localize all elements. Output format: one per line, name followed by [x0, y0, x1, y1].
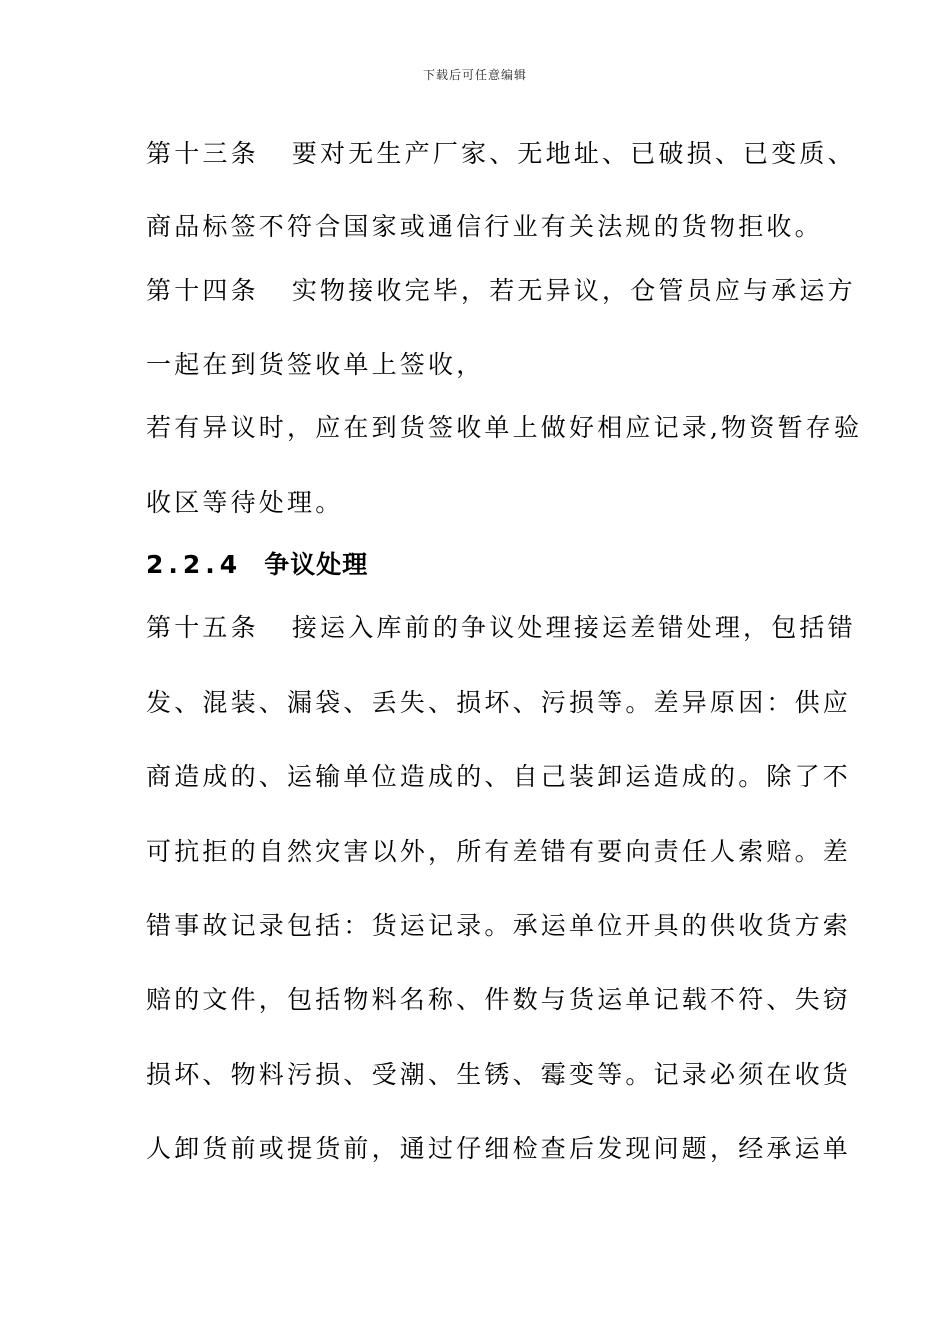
article-14-line-2: 一起在到货签收单上签收，: [146, 350, 485, 379]
article-14-line-3: 若有异议时，应在到货签收单上做好相应记录,物资暂存验: [146, 413, 863, 442]
article-13-line-1: [146, 134, 856, 170]
article-14-text-1: 实物接收完毕，若无异议，仓管员应与承运方: [291, 276, 856, 305]
article-15-line-5: 错事故记录包括：货运记录。承运单位开具的供收货方索: [146, 911, 852, 940]
article-15-line-1: [146, 608, 856, 644]
article-13-line-2: 商品标签不符合国家或通信行业有关法规的货物拒收。: [146, 212, 823, 241]
article-15-line-2: 发、混装、漏袋、丢失、损坏、污损等。差异原因：供应: [146, 688, 852, 717]
page-header-note: 下载后可任意编辑: [422, 68, 527, 82]
article-13-text-1: 要对无生产厂家、无地址、已破损、已变质、: [291, 139, 856, 168]
article-15-line-7: 损坏、物料污损、受潮、生锈、霉变等。记录必须在收货: [146, 1060, 852, 1089]
article-15-text-1: 接运入库前的争议处理接运差错处理，包括错: [291, 613, 856, 642]
article-15-label: 第十五条: [146, 613, 259, 642]
article-15-line-3: 商造成的、运输单位造成的、自己装卸运造成的。除了不: [146, 762, 852, 791]
article-15-line-4: 可抗拒的自然灾害以外，所有差错有要向责任人索赔。差: [146, 837, 852, 866]
article-14-line-4: 收区等待处理。: [146, 488, 344, 517]
article-15-line-6: 赔的文件，包括物料名称、件数与货运单记载不符、失窃: [146, 985, 852, 1014]
article-13-label: 第十三条: [146, 139, 259, 168]
article-14-label: 第十四条: [146, 276, 259, 305]
article-14-line-1: [146, 271, 856, 307]
section-title: 争议处理: [264, 550, 369, 579]
section-heading: [146, 545, 368, 581]
section-number: 2.2.4: [146, 550, 243, 579]
article-15-line-8: 人卸货前或提货前，通过仔细检查后发现问题，经承运单: [146, 1134, 852, 1163]
